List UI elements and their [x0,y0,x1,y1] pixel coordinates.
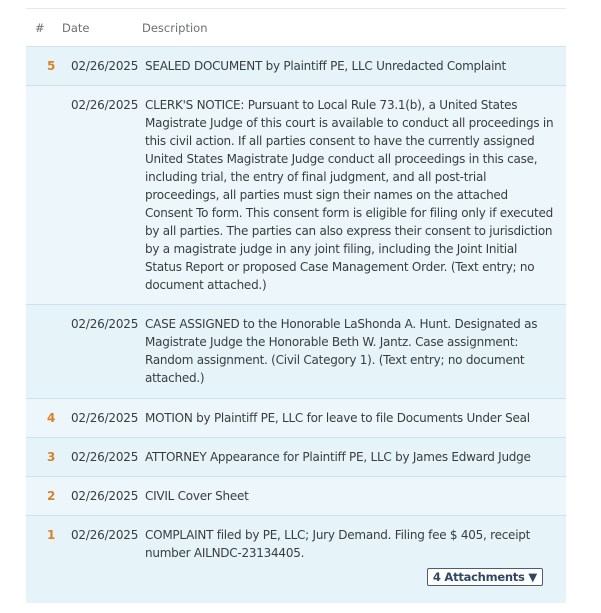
entry-date: 02/26/2025 [71,450,139,464]
entry-number[interactable]: 1 [47,528,56,542]
entry-description: CLERK'S NOTICE: Pursuant to Local Rule 73.1(b), a United States Magistrate Judge of this court is available to conduct all proceedings in this civil action. If all parties consent to have the currently assigned United States Magistrate Judge conduct all proceedings in this case, including trial, the entry of final judgment, and all post-trial proceedings, all parties must sign their names on the attached Consent To form. This consent form is eligible for filing only if executed by all parties. The parties can also express their consent to jurisdiction by a magistrate judge in any joint filing, including the Joint Initial Status Report or proposed Case Management Order. (Text entry; no document attached.) [145,98,554,292]
attachments-wrap [145,568,554,586]
entry-description: COMPLAINT filed by PE, LLC; Jury Demand. Filing fee $ 405, receipt number AILNDC-23134405. [145,528,531,560]
entry-number[interactable]: 5 [47,59,56,73]
entry-date: 02/26/2025 [71,59,139,73]
entry-description: MOTION by Plaintiff PE, LLC for leave to file Documents Under Seal [145,411,530,425]
entry-date: 02/26/2025 [71,528,139,542]
entry-number[interactable]: 3 [47,450,56,464]
header-num: # [35,20,45,35]
entry-date: 02/26/2025 [71,411,139,425]
header-date: Date [62,20,90,35]
header-description: Description [142,20,208,35]
entry-date: 02/26/2025 [71,489,139,503]
docket-entry-clerks-notice [26,86,566,305]
entry-number [26,86,60,304]
attachments-toggle-button[interactable]: 4 Attachments ▼ [427,568,543,586]
entry-number[interactable]: 2 [47,489,56,503]
docket-entry-1 [26,516,566,603]
entry-description: CASE ASSIGNED to the Honorable LaShonda A. Hunt. Designated as Magistrate Judge the Honorable Beth W. Jantz. Case assignment: Random assignment. (Civil Category 1). (Text entry; no document attached.) [145,317,538,385]
docket-entry-5 [26,47,566,86]
docket-entry-2 [26,477,566,516]
docket-header-row [26,8,566,47]
entry-description: SEALED DOCUMENT by Plaintiff PE, LLC Unredacted Complaint [145,59,506,73]
entry-number[interactable]: 4 [47,411,56,425]
entry-date: 02/26/2025 [71,317,139,331]
docket-entry-3 [26,438,566,477]
docket-table [26,8,566,603]
entry-description: CIVIL Cover Sheet [145,489,249,503]
entry-description-block [145,516,566,603]
entry-description: ATTORNEY Appearance for Plaintiff PE, LLC by James Edward Judge [145,450,531,464]
docket-entry-case-assigned [26,305,566,399]
entry-number [26,305,60,398]
docket-entry-4 [26,399,566,438]
entry-date: 02/26/2025 [71,98,139,112]
